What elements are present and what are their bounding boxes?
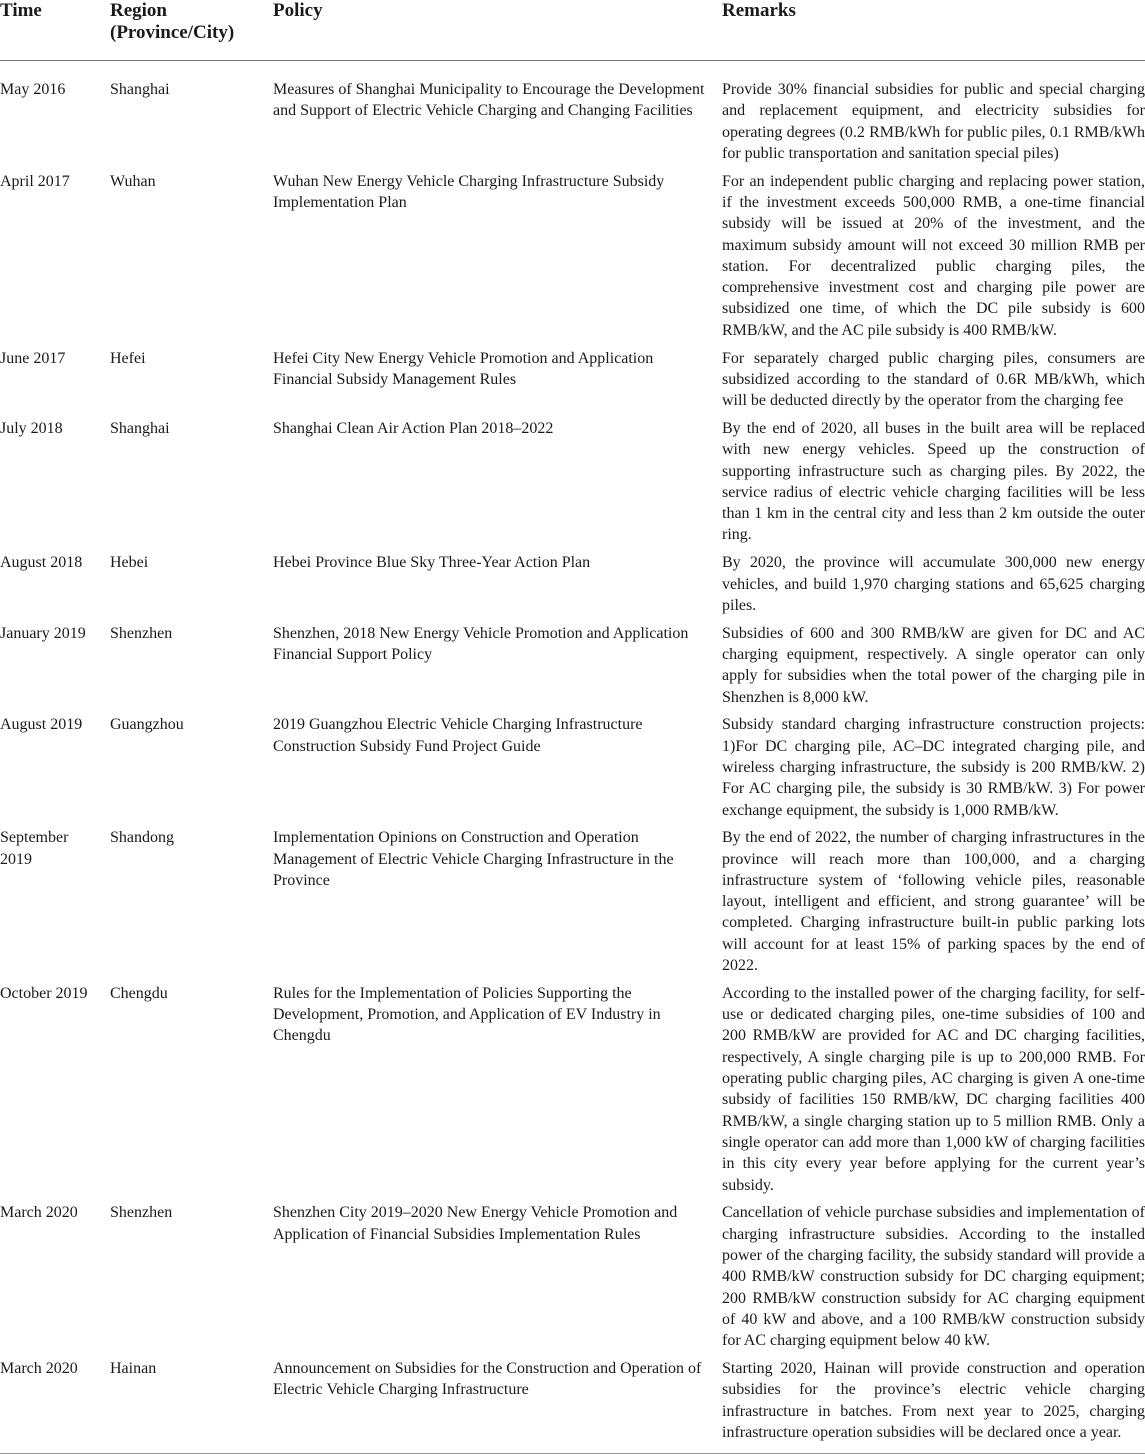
cell-policy: Shanghai Clean Air Action Plan 2018–2022: [273, 419, 554, 437]
cell-remarks: For an independent public charging and replacing power station, if the investment exceeds 500,000 RMB, a one-time financial subsidy will be issued at 20% of the investment, and the maximum subsidy amount will not exceed 30 million RMB per station. For decentralized public charging piles, the comprehensive investment cost and charging pile power are subsidized one time, of which the DC pile subsidy is 600 RMB/kW, and the AC pile subsidy is 400 RMB/kW.: [722, 172, 1145, 339]
cell-policy: Hebei Province Blue Sky Three-Year Action Plan: [273, 554, 591, 572]
cell-remarks: For separately charged public charging piles, consumers are subsidized according to the standard of 0.6R MB/kWh, which will be deducted directly by the operator from the charging fee: [722, 349, 1145, 410]
header-time: Time: [0, 0, 110, 61]
cell-region: Shandong: [110, 829, 174, 847]
cell-time: August 2019: [0, 716, 83, 734]
table-row: [0, 623, 1145, 715]
table-row: [0, 61, 1145, 171]
cell-remarks: Starting 2020, Hainan will provide construction and operation subsidies for the province’s electric vehicle charging infrastructure in batches. From next year to 2025, charging infrastructure operation subsidies will be declared once a year.: [722, 1358, 1145, 1454]
cell-time: July 2018: [0, 419, 63, 437]
header-policy: Policy: [273, 0, 722, 61]
cell-remarks: By the end of 2022, the number of charging infrastructures in the province will reach more than 100,000, and a charging infrastructure system of ‘following vehicle piles, reasonable layout, intelligent and efficient, and strong guarantee’ will be completed. Charging infrastructure built-in public parking lots will account for at least 15% of parking spaces by the end of 2022.: [722, 829, 1145, 975]
table-row: [0, 1202, 1145, 1358]
cell-region: Wuhan: [110, 172, 156, 190]
table-row: [0, 983, 1145, 1202]
cell-policy: Rules for the Implementation of Policies Supporting the Development, Promotion, and Application of EV Industry in Chengdu: [273, 984, 661, 1045]
table-row: [0, 348, 1145, 418]
cell-remarks: By the end of 2020, all buses in the built area will be replaced with new energy vehicles. Speed up the construction of supporting infrastructure such as charging piles. By 2022, the service radius of electric vehicle charging facilities will be less than 1 km in the central city and less than 2 km outside the outer ring.: [722, 419, 1145, 544]
cell-policy: Implementation Opinions on Construction and Operation Management of Electric Vehicle Charging Infrastructure in the Province: [273, 829, 674, 889]
cell-policy: 2019 Guangzhou Electric Vehicle Charging Infrastructure Construction Subsidy Fund Project Guide: [273, 716, 643, 755]
table-row: [0, 1358, 1145, 1454]
cell-region: Hefei: [110, 349, 146, 367]
cell-remarks: By 2020, the province will accumulate 300,000 new energy vehicles, and build 1,970 charging stations and 65,625 charging piles.: [722, 554, 1145, 614]
cell-policy: Hefei City New Energy Vehicle Promotion and Application Financial Subsidy Management Rules: [273, 349, 654, 388]
cell-region: Shanghai: [110, 81, 170, 98]
cell-policy: Announcement on Subsidies for the Construction and Operation of Electric Vehicle Charging Infrastructure: [273, 1358, 722, 1454]
cell-region: Guangzhou: [110, 716, 184, 734]
cell-time: March 2020: [0, 1204, 78, 1222]
table-header: [0, 0, 1145, 61]
cell-region: Hebei: [110, 554, 149, 572]
table-row: [0, 418, 1145, 552]
header-row: [0, 0, 1145, 61]
cell-time: September 2019: [0, 829, 69, 868]
cell-region: Hainan: [110, 1358, 273, 1454]
table-body: [0, 61, 1145, 1454]
cell-region: Shanghai: [110, 419, 170, 437]
cell-policy: Shenzhen, 2018 New Energy Vehicle Promotion and Application Financial Support Policy: [273, 624, 689, 663]
cell-remarks: Cancellation of vehicle purchase subsidies and implementation of charging infrastructure subsidies. According to the installed power of the charging facility, the subsidy standard will provide a 400 RMB/kW construction subsidy for DC charging equipment; 200 RMB/kW construction subsidy for AC charging equipment of 40 kW and above, and a 100 RMB/kW construction subsidy for AC charging equipment below 40 kW.: [722, 1204, 1145, 1350]
cell-time: January 2019: [0, 624, 86, 642]
cell-time: April 2017: [0, 172, 70, 190]
cell-time: May 2016: [0, 81, 66, 98]
cell-region: Chengdu: [110, 984, 168, 1002]
cell-policy: Measures of Shanghai Municipality to Encourage the Development and Support of Electric Vehicle Charging and Changing Facilities: [273, 81, 705, 120]
cell-remarks: Subsidies of 600 and 300 RMB/kW are given for DC and AC charging equipment, respectively. A single operator can only apply for subsidies when the total power of the charging pile in Shenzhen is 8,000 kW.: [722, 624, 1145, 706]
cell-remarks: Provide 30% financial subsidies for public and special charging and replacement equipment, and electricity subsidies for operating degrees (0.2 RMB/kWh for public piles, 0.1 RMB/kWh for public transportation and sanitation special piles): [722, 81, 1145, 162]
cell-remarks: Subsidy standard charging infrastructure construction projects: 1)For DC charging pile, AC–DC integrated charging pile, and wireless charging infrastructure, the subsidy is 200 RMB/kW. 2) For AC charging pile, the subsidy is 30 RMB/kW. 3) For power exchange equipment, the subsidy is 1,000 RMB/kW.: [722, 716, 1145, 819]
cell-region: Shenzhen: [110, 1204, 173, 1222]
cell-remarks: According to the installed power of the charging facility, for self-use or dedicated charging piles, one-time subsidies of 100 and 200 RMB/kW are provided for AC and DC charging facilities, respectively, A single charging pile is up to 200,000 RMB. For operating public charging piles, AC charging is given A one-time subsidy of facilities 150 RMB/kW, DC charging facilities 400 RMB/kW, a single charging station up to 5 million RMB. Only a single operator can add more than 1,000 kW of charging facilities in this city every year before applying for the current year’s subsidy.: [722, 984, 1145, 1194]
cell-policy: Shenzhen City 2019–2020 New Energy Vehicle Promotion and Application of Financial Subsidies Implementation Rules: [273, 1204, 678, 1243]
table-row: [0, 827, 1145, 983]
header-region: Region (Province/City): [110, 0, 273, 61]
table-row: [0, 714, 1145, 827]
cell-region: Shenzhen: [110, 624, 173, 642]
cell-time: June 2017: [0, 349, 66, 367]
table-row: [0, 171, 1145, 348]
table-row: [0, 552, 1145, 622]
cell-time: October 2019: [0, 984, 88, 1002]
header-remarks: Remarks: [722, 0, 1145, 61]
cell-time: March 2020: [0, 1358, 110, 1454]
cell-time: August 2018: [0, 554, 83, 572]
cell-policy: Wuhan New Energy Vehicle Charging Infrastructure Subsidy Implementation Plan: [273, 172, 665, 211]
